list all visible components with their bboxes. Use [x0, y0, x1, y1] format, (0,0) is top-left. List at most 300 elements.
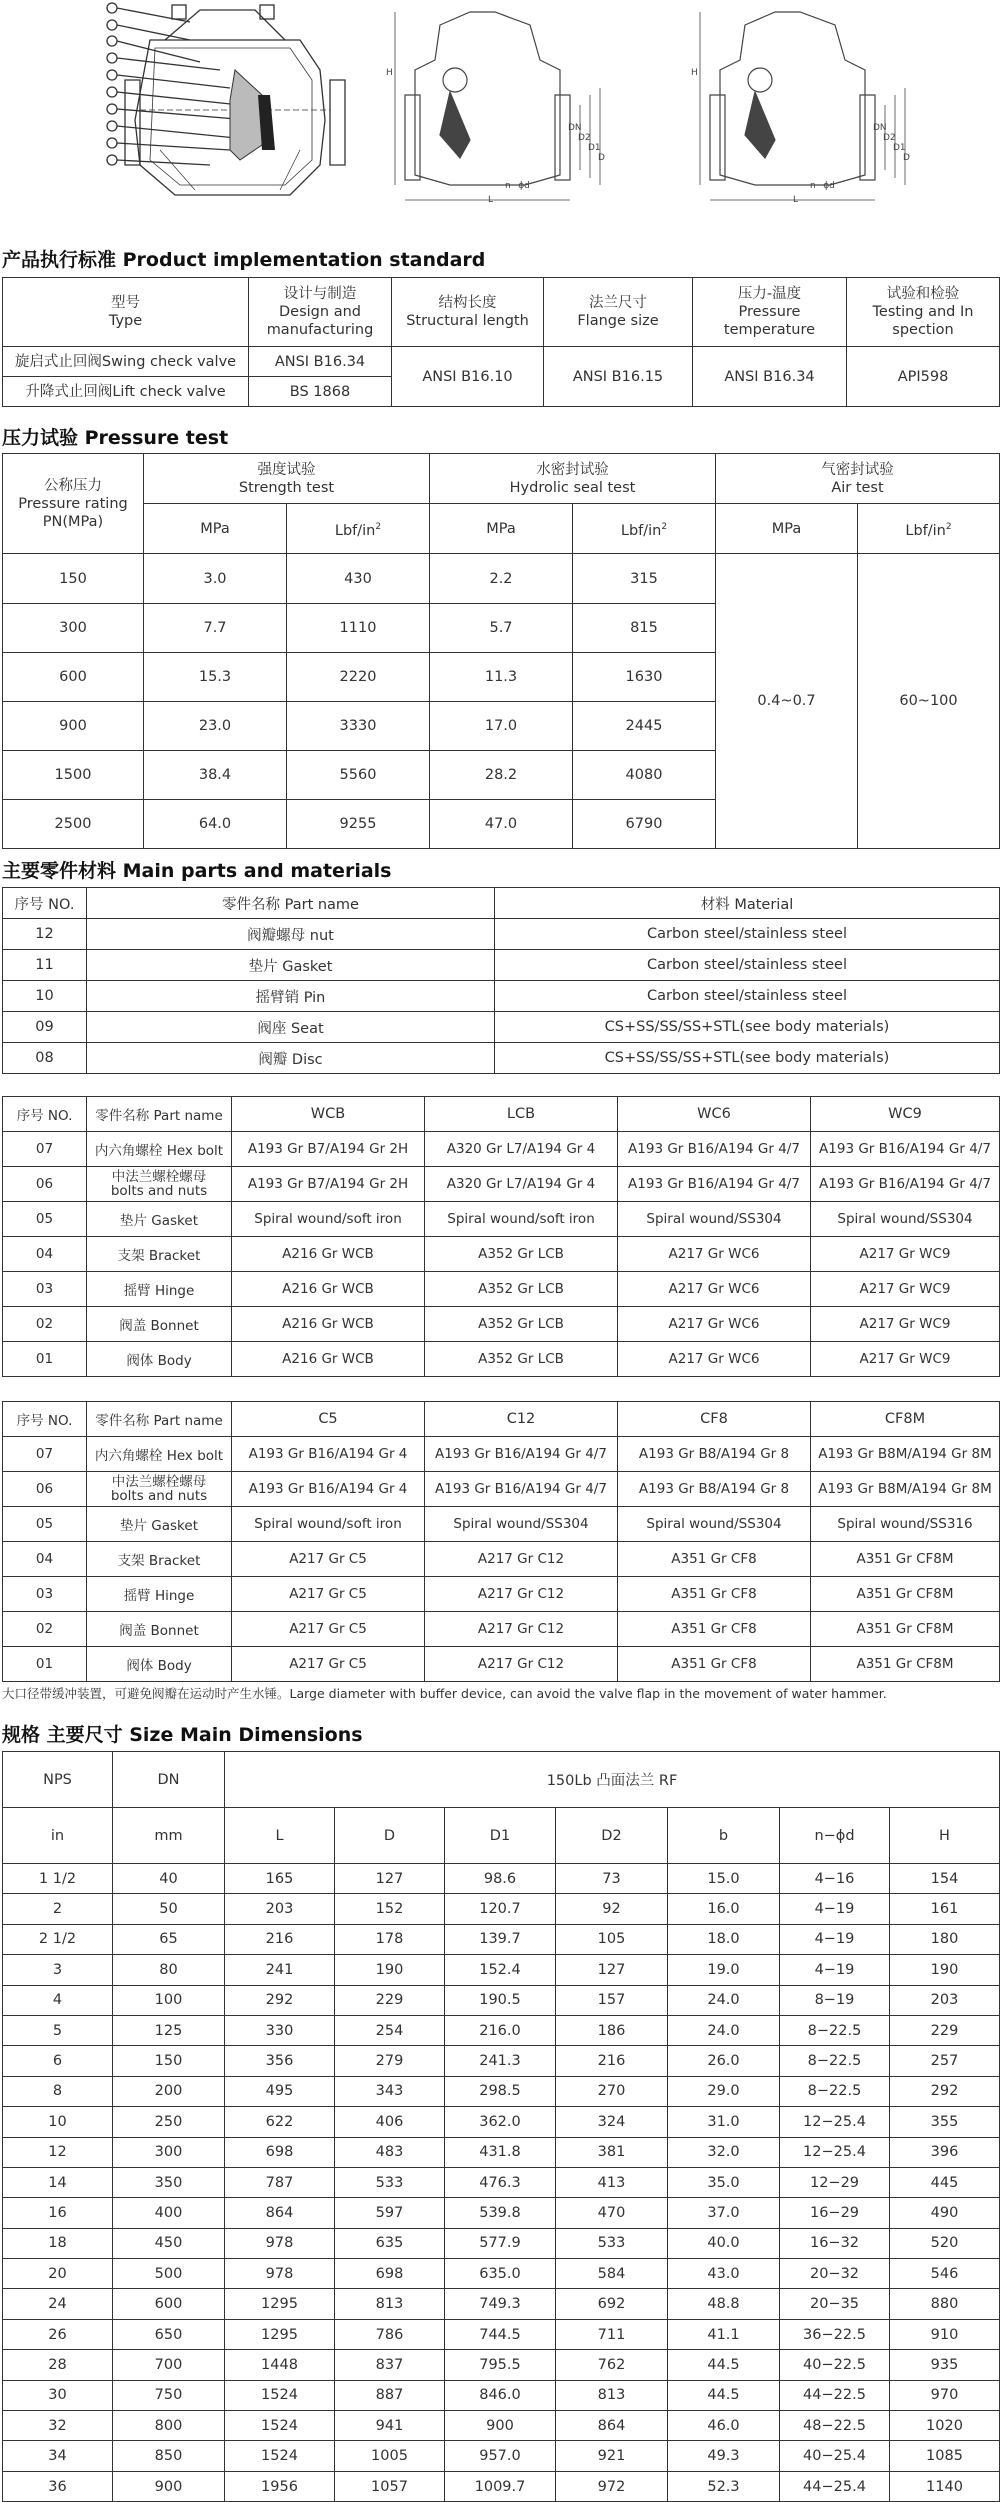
unit-cell: D1	[445, 1808, 556, 1864]
table-cell: 597	[335, 2198, 445, 2228]
table-cell: 11.3	[430, 653, 573, 702]
table-cell: 180	[890, 1924, 1000, 1954]
table-cell: 40	[113, 1864, 225, 1894]
table-cell: 24.0	[668, 1985, 780, 2015]
table-cell: A193 Gr B16/A194 Gr 4/7	[811, 1132, 1000, 1167]
table-row	[3, 2471, 1000, 2501]
table-cell: 16.0	[668, 1894, 780, 1924]
table-row	[3, 1237, 1000, 1272]
table-cell: 750	[113, 2380, 225, 2410]
table-cell: 1 1/2	[3, 1864, 113, 1894]
table-cell: 02	[3, 1307, 87, 1342]
table-cell: 165	[225, 1864, 335, 1894]
table-cell: 815	[573, 604, 716, 653]
table-cell: 06	[3, 1472, 87, 1507]
table-cell: 92	[556, 1894, 668, 1924]
table-cell: A351 Gr CF8M	[811, 1612, 1000, 1647]
materials-section-title: 主要零件材料 Main parts and materials	[2, 860, 392, 882]
table-cell: 17.0	[430, 702, 573, 751]
table-cell: 15.3	[144, 653, 287, 702]
table-cell: 03	[3, 1272, 87, 1307]
table-row	[3, 2441, 1000, 2471]
table-cell: 12−25.4	[780, 2137, 890, 2167]
header-wc9: WC9	[811, 1097, 1000, 1132]
table-cell: 11	[3, 950, 87, 981]
header-hydro-test: 水密封试验 Hydrolic seal test	[430, 454, 716, 504]
table-cell: A217 Gr WC6	[618, 1237, 811, 1272]
materials-b-header-row	[3, 1402, 1000, 1437]
table-cell: 2220	[287, 653, 430, 702]
table-cell: 73	[556, 1864, 668, 1894]
table-cell: 06	[3, 1167, 87, 1202]
table-cell: 300	[113, 2137, 225, 2167]
table-cell: 48.8	[668, 2289, 780, 2319]
table-cell: CS+SS/SS/SS+STL(see body materials)	[495, 1012, 1000, 1043]
table-cell: 298.5	[445, 2076, 556, 2106]
table-cell: A217 Gr C12	[425, 1542, 618, 1577]
table-cell: 887	[335, 2380, 445, 2410]
table-cell: A217 Gr WC6	[618, 1342, 811, 1377]
table-cell: A217 Gr C12	[425, 1647, 618, 1682]
table-row	[3, 1612, 1000, 1647]
table-row	[3, 2198, 1000, 2228]
table-cell: A193 Gr B16/A194 Gr 4/7	[811, 1167, 1000, 1202]
table-cell-two-line: 中法兰螺栓螺母 bolts and nuts	[87, 1167, 232, 1202]
unit-cell: H	[890, 1808, 1000, 1864]
table-cell: 786	[335, 2319, 445, 2349]
table-cell: 1524	[225, 2380, 335, 2410]
table-cell: 4−19	[780, 1924, 890, 1954]
table-cell: 阀盖 Bonnet	[87, 1307, 232, 1342]
table-cell: Spiral wound/soft iron	[232, 1202, 425, 1237]
table-cell: 203	[225, 1894, 335, 1924]
table-cell: 01	[3, 1647, 87, 1682]
unit-cell: in	[3, 1808, 113, 1864]
table-cell: 1110	[287, 604, 430, 653]
table-row	[3, 1472, 1000, 1507]
table-cell: 935	[890, 2350, 1000, 2380]
table-cell: 垫片 Gasket	[87, 950, 495, 981]
table-cell: 34	[3, 2441, 113, 2471]
table-cell: 30	[3, 2380, 113, 2410]
table-cell: 139.7	[445, 1924, 556, 1954]
table-cell: A217 Gr C5	[232, 1542, 425, 1577]
table-cell: 36−22.5	[780, 2319, 890, 2349]
dimensions-section-title: 规格 主要尺寸 Size Main Dimensions	[2, 1724, 363, 1746]
table-cell: A193 Gr B7/A194 Gr 2H	[232, 1167, 425, 1202]
table-cell: 1140	[890, 2471, 1000, 2501]
table-cell: 152.4	[445, 1955, 556, 1985]
table-row	[3, 1437, 1000, 1472]
table-cell: 40−22.5	[780, 2350, 890, 2380]
table-cell: 垫片 Gasket	[87, 1507, 232, 1542]
type-cell: 旋启式止回阀Swing check valve	[3, 347, 249, 377]
rating-cell: 900	[3, 702, 144, 751]
table-cell: 1956	[225, 2471, 335, 2501]
table-cell: A193 Gr B16/A194 Gr 4/7	[618, 1132, 811, 1167]
table-cell: A351 Gr CF8M	[811, 1577, 1000, 1612]
table-row	[3, 950, 1000, 981]
table-cell: 900	[445, 2411, 556, 2441]
table-cell: 154	[890, 1864, 1000, 1894]
table-cell: 292	[225, 1985, 335, 2015]
table-row	[3, 2076, 1000, 2106]
valve-outline-drawing-1	[395, 12, 600, 200]
header-flange-size: 法兰尺寸 Flange size	[544, 278, 693, 347]
table-cell: 6	[3, 2046, 113, 2076]
table-cell: 431.8	[445, 2137, 556, 2167]
table-cell: A193 Gr B16/A194 Gr 4/7	[425, 1437, 618, 1472]
table-cell: A217 Gr WC9	[811, 1272, 1000, 1307]
table-cell: 584	[556, 2259, 668, 2289]
table-cell: 762	[556, 2350, 668, 2380]
table-cell: 957.0	[445, 2441, 556, 2471]
valve-drawings	[0, 0, 1002, 230]
table-cell: A217 Gr WC9	[811, 1307, 1000, 1342]
table-cell: 150	[113, 2046, 225, 2076]
table-cell: 880	[890, 2289, 1000, 2319]
table-cell: A352 Gr LCB	[425, 1342, 618, 1377]
table-cell: A217 Gr C5	[232, 1647, 425, 1682]
table-cell: 阀座 Seat	[87, 1012, 495, 1043]
table-row	[3, 1012, 1000, 1043]
table-row	[3, 2167, 1000, 2197]
header-pressure-temperature: 压力-温度 Pressure temperature	[693, 278, 847, 347]
table-cell: Carbon steel/stainless steel	[495, 950, 1000, 981]
table-cell: 1057	[335, 2471, 445, 2501]
table-cell: 254	[335, 2015, 445, 2045]
table-cell: 343	[335, 2076, 445, 2106]
table-cell: 8−22.5	[780, 2046, 890, 2076]
table-cell: A216 Gr WCB	[232, 1237, 425, 1272]
table-cell: 12	[3, 919, 87, 950]
header-cf8: CF8	[618, 1402, 811, 1437]
table-row	[3, 2319, 1000, 2349]
header-wcb: WCB	[232, 1097, 425, 1132]
unit-lbf: Lbf/$in^2$	[573, 504, 716, 554]
table-row	[3, 347, 1000, 377]
table-cell: 800	[113, 2411, 225, 2441]
table-cell: 450	[113, 2228, 225, 2258]
table-cell: A216 Gr WCB	[232, 1272, 425, 1307]
pressure-header-row	[3, 454, 1000, 504]
table-cell: 12−29	[780, 2167, 890, 2197]
table-cell: 161	[890, 1894, 1000, 1924]
table-cell: 476.3	[445, 2167, 556, 2197]
table-cell: 28	[3, 2350, 113, 2380]
air-lbf-cell: 60~100	[858, 554, 1000, 849]
table-cell: 阀体 Body	[87, 1647, 232, 1682]
unit-cell: D	[335, 1808, 445, 1864]
table-cell: 07	[3, 1132, 87, 1167]
unit-mpa: MPa	[430, 504, 573, 554]
table-cell: A217 Gr WC9	[811, 1237, 1000, 1272]
table-cell: 200	[113, 2076, 225, 2106]
table-cell: 04	[3, 1237, 87, 1272]
drawing-label-nd: n−ϕd	[505, 181, 530, 191]
table-cell: 813	[335, 2289, 445, 2319]
table-cell: 80	[113, 1955, 225, 1985]
standard-section-title: 产品执行标准 Product implementation standard	[2, 249, 486, 271]
table-cell: 1009.7	[445, 2471, 556, 2501]
table-cell: 910	[890, 2319, 1000, 2349]
table-cell: 8−19	[780, 1985, 890, 2015]
unit-cell: n−ϕd	[780, 1808, 890, 1864]
table-cell: 16−32	[780, 2228, 890, 2258]
table-cell: 18	[3, 2228, 113, 2258]
header-lcb: LCB	[425, 1097, 618, 1132]
table-row	[3, 1507, 1000, 1542]
dimensions-unit-row	[3, 1808, 1000, 1864]
table-cell: 1085	[890, 2441, 1000, 2471]
table-cell: 14	[3, 2167, 113, 2197]
table-cell: 36	[3, 2471, 113, 2501]
table-row	[3, 2411, 1000, 2441]
table-cell: 41.1	[668, 2319, 780, 2349]
header-type: 型号 Type	[3, 278, 249, 347]
table-row	[3, 2289, 1000, 2319]
table-cell: A193 Gr B16/A194 Gr 4	[232, 1437, 425, 1472]
table-cell: 5560	[287, 751, 430, 800]
drawing-label-nd-2: n−ϕd	[810, 181, 835, 191]
table-cell: 622	[225, 2107, 335, 2137]
table-cell: 4	[3, 1985, 113, 2015]
table-cell: 32	[3, 2411, 113, 2441]
table-cell: 270	[556, 2076, 668, 2106]
table-cell: 12−25.4	[780, 2107, 890, 2137]
table-cell: 37.0	[668, 2198, 780, 2228]
table-cell: A193 Gr B8M/A194 Gr 8M	[811, 1437, 1000, 1472]
table-cell: 48−22.5	[780, 2411, 890, 2441]
table-cell: 744.5	[445, 2319, 556, 2349]
table-cell: 03	[3, 1577, 87, 1612]
table-cell: 内六角螺栓 Hex bolt	[87, 1437, 232, 1472]
table-cell: 330	[225, 2015, 335, 2045]
drawing-label-l: L	[488, 195, 494, 205]
table-cell: A193 Gr B16/A194 Gr 4/7	[425, 1472, 618, 1507]
table-cell: A193 Gr B8/A194 Gr 8	[618, 1437, 811, 1472]
table-cell: 01	[3, 1342, 87, 1377]
table-cell: 40−25.4	[780, 2441, 890, 2471]
drawing-label-h-2: H	[691, 68, 698, 78]
table-cell: 摇臂 Hinge	[87, 1577, 232, 1612]
drawing-label-l-2: L	[793, 195, 799, 205]
table-cell: 5	[3, 2015, 113, 2045]
table-cell: 650	[113, 2319, 225, 2349]
drawing-label-d-2: D	[903, 153, 910, 163]
table-cell: 921	[556, 2441, 668, 2471]
table-cell: 阀体 Body	[87, 1342, 232, 1377]
table-cell: 49.3	[668, 2441, 780, 2471]
header-c5: C5	[232, 1402, 425, 1437]
table-cell: 10	[3, 981, 87, 1012]
table-cell: A193 Gr B7/A194 Gr 2H	[232, 1132, 425, 1167]
table-cell: 50	[113, 1894, 225, 1924]
header-wc6: WC6	[618, 1097, 811, 1132]
pressure-table	[2, 453, 1000, 849]
table-row	[3, 1577, 1000, 1612]
table-row	[3, 1647, 1000, 1682]
table-cell: 38.4	[144, 751, 287, 800]
drawing-label-dn: DN	[568, 123, 582, 133]
rating-cell: 300	[3, 604, 144, 653]
table-cell: 546	[890, 2259, 1000, 2289]
table-cell: A193 Gr B16/A194 Gr 4	[232, 1472, 425, 1507]
header-class: 150Lb 凸面法兰 RF	[225, 1752, 1000, 1808]
drawing-label-d1-2: D1	[893, 143, 906, 153]
table-cell: 190	[335, 1955, 445, 1985]
header-material: 材料 Material	[495, 888, 1000, 919]
table-cell: 4−19	[780, 1955, 890, 1985]
header-cf8m: CF8M	[811, 1402, 1000, 1437]
table-cell: 4080	[573, 751, 716, 800]
table-cell: 406	[335, 2107, 445, 2137]
table-cell: 4−19	[780, 1894, 890, 1924]
table-cell: 324	[556, 2107, 668, 2137]
table-row	[3, 2015, 1000, 2045]
table-cell: 813	[556, 2380, 668, 2410]
table-cell: 阀瓣 Disc	[87, 1043, 495, 1074]
header-strength-test: 强度试验 Strength test	[144, 454, 430, 504]
table-cell: 52.3	[668, 2471, 780, 2501]
table-cell: 970	[890, 2380, 1000, 2410]
table-cell: A217 Gr WC9	[811, 1342, 1000, 1377]
table-cell: 1630	[573, 653, 716, 702]
table-cell: A216 Gr WCB	[232, 1307, 425, 1342]
table-cell: 381	[556, 2137, 668, 2167]
table-cell: A193 Gr B16/A194 Gr 4/7	[618, 1167, 811, 1202]
table-cell: 698	[225, 2137, 335, 2167]
table-cell: 32.0	[668, 2137, 780, 2167]
table-cell: 02	[3, 1612, 87, 1647]
table-cell: 864	[225, 2198, 335, 2228]
unit-cell: D2	[556, 1808, 668, 1864]
table-cell: Spiral wound/SS304	[425, 1507, 618, 1542]
drawing-label-dn-2: DN	[873, 123, 887, 133]
table-cell: 摇臂 Hinge	[87, 1272, 232, 1307]
table-cell: 495	[225, 2076, 335, 2106]
table-cell: 978	[225, 2259, 335, 2289]
table-row	[3, 981, 1000, 1012]
table-cell: 35.0	[668, 2167, 780, 2197]
header-part-name: 零件名称 Part name	[87, 1097, 232, 1132]
table-cell: 44−22.5	[780, 2380, 890, 2410]
table-cell: 摇臂销 Pin	[87, 981, 495, 1012]
table-cell: 44−25.4	[780, 2471, 890, 2501]
drawing-label-d: D	[598, 153, 605, 163]
table-cell: A193 Gr B8/A194 Gr 8	[618, 1472, 811, 1507]
table-cell: A320 Gr L7/A194 Gr 4	[425, 1167, 618, 1202]
table-cell: 125	[113, 2015, 225, 2045]
table-cell: 229	[335, 1985, 445, 2015]
table-cell: 190.5	[445, 1985, 556, 2015]
table-cell: 178	[335, 1924, 445, 1954]
table-row	[3, 1202, 1000, 1237]
table-cell: 5.7	[430, 604, 573, 653]
table-cell: A217 Gr WC6	[618, 1307, 811, 1342]
table-cell: 795.5	[445, 2350, 556, 2380]
table-cell: 24	[3, 2289, 113, 2319]
table-cell: Spiral wound/SS304	[811, 1202, 1000, 1237]
table-cell: 635	[335, 2228, 445, 2258]
table-cell: 216	[225, 1924, 335, 1954]
table-cell: 533	[556, 2228, 668, 2258]
table-row	[3, 2350, 1000, 2380]
table-cell: 08	[3, 1043, 87, 1074]
table-cell: A351 Gr CF8	[618, 1542, 811, 1577]
table-cell: 127	[556, 1955, 668, 1985]
unit-lbf: Lbf/$in^2$	[287, 504, 430, 554]
table-row	[3, 1342, 1000, 1377]
table-cell: A351 Gr CF8	[618, 1647, 811, 1682]
rating-cell: 600	[3, 653, 144, 702]
table-cell: A351 Gr CF8	[618, 1612, 811, 1647]
table-cell: 520	[890, 2228, 1000, 2258]
table-cell: 490	[890, 2198, 1000, 2228]
structural-length-cell: ANSI B16.10	[392, 347, 544, 407]
table-cell: 23.0	[144, 702, 287, 751]
table-cell: 44.5	[668, 2380, 780, 2410]
table-cell: 203	[890, 1985, 1000, 2015]
table-cell: CS+SS/SS/SS+STL(see body materials)	[495, 1043, 1000, 1074]
table-row	[3, 2137, 1000, 2167]
table-cell: 315	[573, 554, 716, 604]
table-row	[3, 1924, 1000, 1954]
table-cell: 241	[225, 1955, 335, 1985]
table-cell: 64.0	[144, 800, 287, 849]
table-cell: 31.0	[668, 2107, 780, 2137]
table-cell: 26	[3, 2319, 113, 2349]
table-row	[3, 2228, 1000, 2258]
table-cell: 190	[890, 1955, 1000, 1985]
table-cell: 9255	[287, 800, 430, 849]
drawing-label-h: H	[386, 68, 393, 78]
unit-mpa: MPa	[716, 504, 858, 554]
table-cell: A320 Gr L7/A194 Gr 4	[425, 1132, 618, 1167]
table-cell: A216 Gr WCB	[232, 1342, 425, 1377]
table-cell: 250	[113, 2107, 225, 2137]
table-row	[3, 2259, 1000, 2289]
drawing-label-d2: D2	[578, 133, 591, 143]
table-cell: Spiral wound/soft iron	[232, 1507, 425, 1542]
table-cell: 600	[113, 2289, 225, 2319]
unit-mpa: MPa	[144, 504, 287, 554]
header-testing: 试验和检验 Testing and In spection	[847, 278, 1000, 347]
buffer-device-note: 大口径带缓冲装置，可避免阀瓣在运动时产生水锤。Large diameter with buffer device, can avoid the valve flap in the movement of water hammer.	[2, 1686, 887, 1701]
table-cell: 356	[225, 2046, 335, 2076]
table-cell: A217 Gr WC6	[618, 1272, 811, 1307]
unit-cell: mm	[113, 1808, 225, 1864]
table-cell: 29.0	[668, 2076, 780, 2106]
table-cell: 539.8	[445, 2198, 556, 2228]
unit-lbf: Lbf/$in^2$	[858, 504, 1000, 554]
dimensions-table	[2, 1751, 1000, 2502]
table-cell: Spiral wound/SS304	[618, 1202, 811, 1237]
table-cell: 8	[3, 2076, 113, 2106]
drawing-label-d2-2: D2	[883, 133, 896, 143]
table-cell: 6790	[573, 800, 716, 849]
table-cell: Spiral wound/soft iron	[425, 1202, 618, 1237]
dimensions-header-row	[3, 1752, 1000, 1808]
table-cell: 635.0	[445, 2259, 556, 2289]
table-row	[3, 1542, 1000, 1577]
table-cell: 40.0	[668, 2228, 780, 2258]
table-cell: 1524	[225, 2411, 335, 2441]
table-cell: 15.0	[668, 1864, 780, 1894]
table-row	[3, 1167, 1000, 1202]
table-cell: 12	[3, 2137, 113, 2167]
table-cell: 47.0	[430, 800, 573, 849]
